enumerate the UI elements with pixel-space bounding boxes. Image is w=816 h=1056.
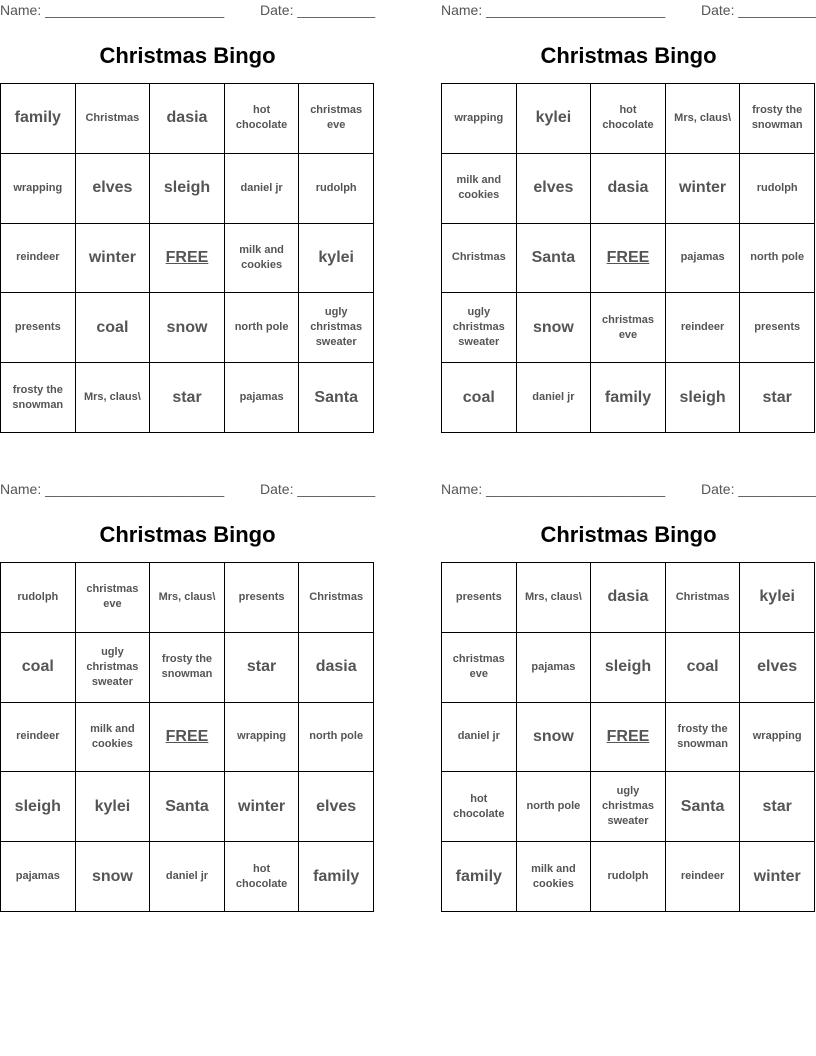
bingo-cell-text: FREE bbox=[165, 248, 209, 266]
bingo-cell-text: hot chocolate bbox=[602, 104, 654, 132]
bingo-cell bbox=[76, 563, 151, 633]
bingo-cell bbox=[666, 842, 741, 912]
bingo-cell-text: FREE bbox=[606, 727, 650, 745]
bingo-cell-text: winter bbox=[679, 179, 727, 197]
bingo-cell-text: winter bbox=[88, 248, 136, 266]
card-title: Christmas Bingo bbox=[99, 522, 276, 547]
bingo-cell-text: FREE bbox=[606, 248, 650, 266]
bingo-cell-text: pajamas bbox=[680, 251, 725, 264]
bingo-cell bbox=[517, 633, 592, 703]
bingo-cell-text: Mrs, claus\ bbox=[674, 111, 732, 124]
bingo-cell-text: north pole bbox=[309, 730, 364, 743]
bingo-cell bbox=[666, 224, 741, 294]
bingo-cell bbox=[666, 293, 741, 363]
bingo-cell-text: presents bbox=[14, 321, 61, 334]
bingo-grid bbox=[0, 562, 374, 912]
bingo-cell bbox=[442, 224, 517, 294]
bingo-cell bbox=[1, 842, 76, 912]
bingo-cell-text: kylei bbox=[535, 109, 572, 127]
bingo-cell bbox=[740, 563, 815, 633]
bingo-cell bbox=[666, 703, 741, 773]
bingo-cell bbox=[591, 772, 666, 842]
bingo-cell bbox=[299, 84, 374, 154]
bingo-cell-text: rudolph bbox=[315, 181, 357, 194]
bingo-cell-text: snow bbox=[91, 867, 133, 885]
bingo-cell-text: reindeer bbox=[680, 870, 725, 883]
bingo-cell-text: kylei bbox=[318, 248, 354, 266]
bingo-cell-text: rudolph bbox=[607, 870, 649, 883]
bingo-cell bbox=[150, 842, 225, 912]
bingo-cell bbox=[740, 154, 815, 224]
bingo-cell bbox=[1, 633, 76, 703]
bingo-cell-text: elves bbox=[316, 797, 357, 815]
bingo-cell bbox=[225, 363, 300, 433]
bingo-cell bbox=[517, 293, 592, 363]
bingo-cell-text: elves bbox=[533, 179, 574, 197]
name-field-label: Name: _______________________ bbox=[441, 2, 666, 18]
bingo-cell-text: elves bbox=[757, 658, 798, 676]
bingo-cell bbox=[517, 842, 592, 912]
bingo-cell bbox=[299, 154, 374, 224]
bingo-cell-text: Christmas bbox=[675, 590, 730, 603]
bingo-cell bbox=[299, 633, 374, 703]
bingo-cell bbox=[517, 154, 592, 224]
free-space-cell bbox=[150, 224, 225, 294]
bingo-cell-text: milk and cookies bbox=[90, 722, 135, 750]
bingo-cell-text: daniel jr bbox=[240, 181, 283, 194]
bingo-cell bbox=[299, 563, 374, 633]
bingo-cell-text: daniel jr bbox=[457, 730, 500, 743]
bingo-cell bbox=[442, 363, 517, 433]
bingo-cell bbox=[150, 633, 225, 703]
bingo-cell-text: dasia bbox=[166, 109, 208, 127]
bingo-cell-text: hot chocolate bbox=[453, 792, 505, 820]
date-field-label: Date: __________ bbox=[701, 2, 816, 18]
bingo-cell-text: ugly christmas sweater bbox=[602, 785, 654, 828]
bingo-cell bbox=[150, 563, 225, 633]
bingo-cell bbox=[76, 293, 151, 363]
bingo-cell-text: frosty the snowman bbox=[677, 722, 728, 750]
bingo-cell-text: star bbox=[762, 388, 792, 406]
bingo-cell-text: christmas eve bbox=[86, 583, 139, 611]
bingo-cell bbox=[76, 154, 151, 224]
bingo-cell-text: wrapping bbox=[454, 111, 504, 124]
bingo-cell-text: milk and cookies bbox=[239, 243, 284, 271]
bingo-cell bbox=[225, 154, 300, 224]
bingo-cell bbox=[299, 293, 374, 363]
bingo-cell-text: ugly christmas sweater bbox=[452, 306, 505, 349]
bingo-cell bbox=[666, 154, 741, 224]
bingo-cell bbox=[1, 703, 76, 773]
bingo-cell-text: daniel jr bbox=[532, 391, 575, 404]
bingo-cell-text: christmas eve bbox=[602, 313, 654, 341]
bingo-cell-text: Christmas bbox=[85, 111, 140, 124]
bingo-cell-text: sleigh bbox=[604, 658, 652, 676]
bingo-cell-text: sleigh bbox=[14, 797, 61, 815]
bingo-cell bbox=[225, 842, 300, 912]
bingo-grid bbox=[441, 83, 815, 433]
date-field-label: Date: __________ bbox=[260, 2, 376, 18]
bingo-cell bbox=[517, 563, 592, 633]
bingo-cell bbox=[225, 772, 300, 842]
bingo-cell bbox=[740, 633, 815, 703]
bingo-cell bbox=[76, 772, 151, 842]
bingo-cell-text: sleigh bbox=[163, 179, 211, 197]
date-field-label: Date: __________ bbox=[701, 481, 816, 497]
bingo-cell bbox=[517, 772, 592, 842]
bingo-cell-text: reindeer bbox=[16, 730, 60, 743]
bingo-cell bbox=[666, 84, 741, 154]
bingo-cell bbox=[225, 633, 300, 703]
bingo-cell bbox=[666, 633, 741, 703]
bingo-cell bbox=[442, 84, 517, 154]
bingo-cell-text: pajamas bbox=[239, 391, 284, 404]
bingo-cell-text: pajamas bbox=[15, 870, 60, 883]
bingo-cell-text: hot chocolate bbox=[235, 104, 288, 132]
bingo-cell bbox=[1, 84, 76, 154]
bingo-cell-text: kylei bbox=[94, 797, 131, 815]
bingo-cell bbox=[225, 293, 300, 363]
bingo-cell bbox=[442, 293, 517, 363]
bingo-cell-text: family bbox=[455, 867, 502, 885]
bingo-cell bbox=[1, 563, 76, 633]
bingo-cell-text: Mrs, claus\ bbox=[524, 590, 582, 603]
bingo-cell bbox=[517, 84, 592, 154]
bingo-cell-text: pajamas bbox=[531, 660, 576, 673]
bingo-cell-text: ugly christmas sweater bbox=[310, 306, 363, 349]
bingo-cell-text: presents bbox=[754, 321, 801, 334]
date-field-label: Date: __________ bbox=[260, 481, 376, 497]
free-space-cell bbox=[591, 224, 666, 294]
bingo-cell bbox=[591, 633, 666, 703]
bingo-cell-text: wrapping bbox=[237, 730, 287, 743]
bingo-cell-text: ugly christmas sweater bbox=[86, 645, 139, 688]
bingo-cell-text: snow bbox=[532, 318, 574, 336]
bingo-cell-text: north pole bbox=[750, 251, 805, 264]
bingo-cell-text: christmas eve bbox=[310, 104, 363, 132]
bingo-cell-text: star bbox=[172, 388, 202, 406]
bingo-cell bbox=[150, 293, 225, 363]
bingo-cell bbox=[740, 703, 815, 773]
bingo-cell-text: family bbox=[14, 109, 61, 127]
bingo-cell bbox=[442, 633, 517, 703]
bingo-cell bbox=[517, 224, 592, 294]
bingo-cell bbox=[442, 772, 517, 842]
bingo-cell bbox=[299, 703, 374, 773]
bingo-cell bbox=[591, 563, 666, 633]
bingo-cell bbox=[740, 842, 815, 912]
bingo-cell-text: Christmas bbox=[309, 590, 364, 603]
card-title: Christmas Bingo bbox=[540, 522, 717, 547]
free-space-cell bbox=[150, 703, 225, 773]
bingo-cell-text: coal bbox=[96, 318, 129, 336]
name-field-label: Name: _______________________ bbox=[0, 2, 225, 18]
bingo-cell bbox=[1, 224, 76, 294]
bingo-cell bbox=[76, 633, 151, 703]
bingo-cell bbox=[1, 293, 76, 363]
bingo-card-4 bbox=[441, 479, 816, 914]
bingo-cell bbox=[740, 772, 815, 842]
bingo-cell-text: christmas eve bbox=[452, 653, 505, 681]
bingo-cell bbox=[591, 842, 666, 912]
bingo-cell-text: wrapping bbox=[13, 181, 63, 194]
bingo-cell-text: snow bbox=[166, 318, 208, 336]
bingo-cell bbox=[150, 363, 225, 433]
bingo-cell bbox=[666, 772, 741, 842]
name-field-label: Name: _______________________ bbox=[441, 481, 666, 497]
bingo-cell-text: coal bbox=[686, 658, 719, 676]
bingo-cell-text: star bbox=[246, 658, 277, 676]
name-field-label: Name: _______________________ bbox=[0, 481, 225, 497]
bingo-cell-text: Santa bbox=[165, 797, 209, 815]
bingo-cell-text: daniel jr bbox=[165, 870, 209, 883]
bingo-cell-text: north pole bbox=[234, 321, 289, 334]
bingo-cell-text: Christmas bbox=[451, 251, 506, 264]
bingo-cell bbox=[299, 772, 374, 842]
bingo-cell bbox=[442, 563, 517, 633]
bingo-cell-text: hot chocolate bbox=[235, 862, 288, 890]
bingo-cell bbox=[76, 224, 151, 294]
bingo-cell-text: wrapping bbox=[752, 730, 802, 743]
free-space-cell bbox=[591, 703, 666, 773]
bingo-cell bbox=[225, 84, 300, 154]
bingo-cell-text: dasia bbox=[607, 588, 649, 606]
bingo-cell-text: Mrs, claus\ bbox=[158, 590, 216, 603]
bingo-cell bbox=[1, 363, 76, 433]
bingo-cell bbox=[225, 563, 300, 633]
bingo-cell bbox=[740, 224, 815, 294]
bingo-card-1 bbox=[0, 0, 375, 435]
bingo-cell-text: frosty the snowman bbox=[751, 104, 803, 132]
bingo-cell-text: coal bbox=[462, 388, 495, 406]
bingo-cell-text: winter bbox=[753, 867, 801, 885]
bingo-cell bbox=[517, 703, 592, 773]
bingo-cell bbox=[299, 224, 374, 294]
bingo-cell bbox=[150, 154, 225, 224]
bingo-cell bbox=[1, 154, 76, 224]
bingo-cell bbox=[299, 842, 374, 912]
bingo-cell bbox=[76, 363, 151, 433]
bingo-cell bbox=[740, 293, 815, 363]
bingo-cell-text: Santa bbox=[531, 248, 576, 266]
bingo-cell bbox=[225, 703, 300, 773]
bingo-cell-text: winter bbox=[238, 797, 286, 815]
bingo-grid bbox=[441, 562, 815, 912]
bingo-cell-text: family bbox=[604, 388, 652, 406]
bingo-cell bbox=[299, 363, 374, 433]
bingo-cell bbox=[517, 363, 592, 433]
bingo-cell-text: milk and cookies bbox=[456, 174, 502, 202]
bingo-cell bbox=[591, 154, 666, 224]
bingo-cell bbox=[740, 363, 815, 433]
bingo-cell bbox=[442, 703, 517, 773]
bingo-cell bbox=[225, 224, 300, 294]
bingo-cell bbox=[591, 363, 666, 433]
bingo-cell bbox=[591, 84, 666, 154]
bingo-cell-text: dasia bbox=[315, 658, 357, 676]
bingo-cell bbox=[150, 84, 225, 154]
bingo-cell bbox=[740, 84, 815, 154]
bingo-cell bbox=[76, 703, 151, 773]
bingo-cell-text: star bbox=[762, 797, 792, 815]
bingo-cell-text: sleigh bbox=[679, 388, 726, 406]
bingo-grid bbox=[0, 83, 374, 433]
bingo-card-2 bbox=[441, 0, 816, 435]
bingo-cell-text: FREE bbox=[165, 727, 209, 745]
bingo-cell-text: reindeer bbox=[16, 251, 60, 264]
bingo-cell bbox=[442, 154, 517, 224]
bingo-cell bbox=[666, 363, 741, 433]
bingo-cell-text: frosty the snowman bbox=[12, 383, 64, 411]
card-title: Christmas Bingo bbox=[99, 43, 276, 68]
bingo-cell bbox=[442, 842, 517, 912]
bingo-cell-text: coal bbox=[21, 658, 54, 676]
bingo-cell bbox=[1, 772, 76, 842]
bingo-cell-text: rudolph bbox=[756, 181, 798, 194]
bingo-cell-text: reindeer bbox=[680, 321, 725, 334]
bingo-card-3 bbox=[0, 479, 375, 914]
card-title: Christmas Bingo bbox=[540, 43, 717, 68]
bingo-cell-text: Santa bbox=[680, 797, 725, 815]
bingo-cell-text: presents bbox=[455, 590, 502, 603]
bingo-cell-text: north pole bbox=[526, 800, 581, 813]
bingo-cell-text: presents bbox=[238, 590, 285, 603]
bingo-cell bbox=[76, 842, 151, 912]
bingo-cell-text: dasia bbox=[607, 179, 649, 197]
bingo-cell-text: frosty the snowman bbox=[161, 653, 213, 681]
bingo-cell-text: snow bbox=[532, 727, 574, 745]
bingo-cell-text: rudolph bbox=[17, 590, 59, 603]
bingo-cell-text: elves bbox=[92, 179, 133, 197]
bingo-cell bbox=[666, 563, 741, 633]
bingo-cell-text: family bbox=[313, 867, 360, 885]
bingo-cell bbox=[76, 84, 151, 154]
bingo-cell-text: Mrs, claus\ bbox=[83, 391, 141, 404]
bingo-cell-text: Santa bbox=[314, 388, 358, 406]
bingo-cell-text: kylei bbox=[759, 588, 795, 606]
bingo-cell bbox=[591, 293, 666, 363]
bingo-cell bbox=[150, 772, 225, 842]
bingo-cell-text: milk and cookies bbox=[531, 862, 576, 890]
